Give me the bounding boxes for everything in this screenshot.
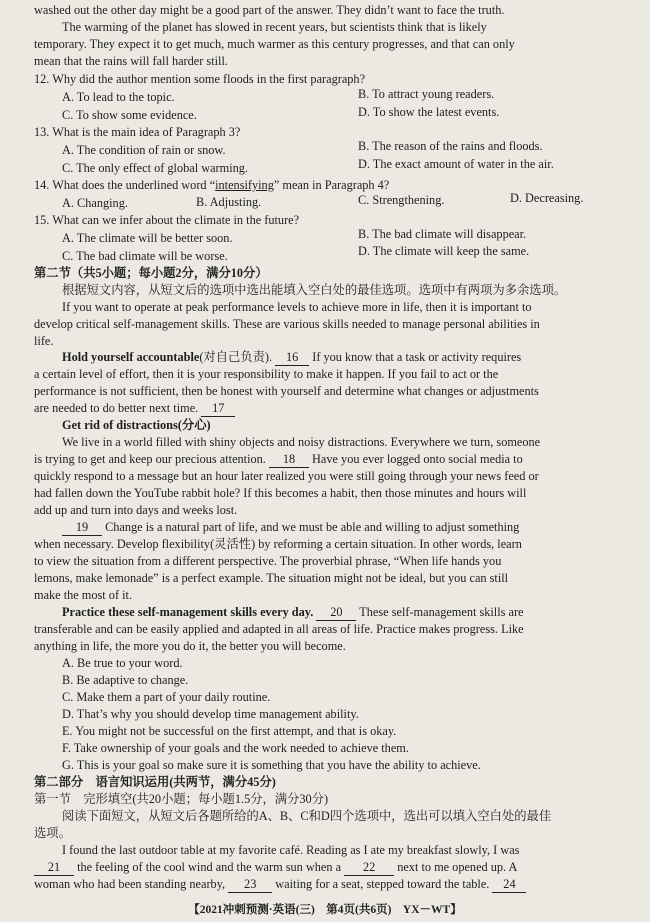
option-c: C. Strengthening. [358, 193, 445, 207]
text-line: If you want to operate at peak performance levels to achieve more in life, then it is important to [62, 300, 532, 314]
blank-18: 18 [269, 452, 309, 468]
option-c: C. To show some evidence. [62, 108, 197, 122]
blank-19: 19 [62, 520, 102, 536]
text-line: quickly respond to a message but an hour later realized you were still going through your news feed or [34, 469, 539, 483]
choice-option: D. That’s why you should develop time management ability. [62, 707, 359, 721]
text-line: had fallen down the YouTube rabbit hole? If this becomes a habit, then those minutes and hours will [34, 486, 527, 500]
section-heading: 第一节 完形填空(共20小题；每小题1.5分，满分30分) [34, 792, 329, 806]
option-b: B. Adjusting. [196, 195, 262, 209]
blank-22: 22 [344, 860, 394, 876]
section-instruction: 阅读下面短文，从短文后各题所给的A、B、C和D四个选项中，选出可以填入空白处的最佳 [62, 809, 552, 823]
choice-option: G. This is your goal so make sure it is something that you have the ability to achieve. [62, 758, 481, 772]
paragraph-line: Practice these self-management skills every day. 20 These self-management skills are [62, 605, 524, 619]
blank-23: 23 [228, 877, 272, 893]
blank-21: 21 [34, 860, 74, 876]
section-instruction: 根据短文内容，从短文后的选项中选出能填入空白处的最佳选项。选项中有两项为多余选项。 [62, 283, 567, 297]
text-line: add up and turn into days and weeks lost. [34, 503, 238, 517]
option-b: B. The bad climate will disappear. [358, 227, 527, 241]
option-d: D. To show the latest events. [358, 105, 500, 119]
text-line: develop critical self-management skills. These are various skills needed to manage personal abilities in [34, 317, 540, 331]
question-stem: 15. What can we infer about the climate in the future? [34, 213, 300, 227]
option-d: D. The exact amount of water in the air. [358, 157, 554, 171]
subheading: Get rid of distractions [62, 418, 178, 432]
blank-24: 24 [492, 877, 526, 893]
choice-option: A. Be true to your word. [62, 656, 183, 670]
text-line: life. [34, 334, 54, 348]
text-line: woman who had been standing nearby, 23 waiting for a seat, stepped toward the table. 24 [34, 877, 526, 893]
text-line: I found the last outdoor table at my favorite café. Reading as I ate my breakfast slowly, I was [62, 843, 520, 857]
paragraph-line: 19 Change is a natural part of life, and we must be able and willing to adjust something [62, 520, 519, 536]
text-line: mean that the rains will fall harder still. [34, 54, 228, 68]
paragraph-line: Hold yourself accountable(对自己负责). 16 If you know that a task or activity requires [62, 350, 522, 364]
text-line: to view the situation from a different perspective. The proverbial phrase, “When life hands you [34, 554, 502, 568]
text-line: a certain level of effort, then it is your responsibility to make it happen. If you fail to act or the [34, 367, 499, 381]
choice-option: F. Take ownership of your goals and the work needed to achieve them. [62, 741, 409, 755]
choice-option: C. Make them a part of your daily routine. [62, 690, 271, 704]
option-a: A. To lead to the topic. [62, 90, 175, 104]
choice-option: E. You might not be successful on the first attempt, and that is okay. [62, 724, 397, 738]
option-b: B. To attract young readers. [358, 87, 495, 101]
section-instruction: 选项。 [34, 826, 71, 840]
section-heading: 第二节（共5小题；每小题2分，满分10分） [34, 266, 268, 280]
question-stem: 14. What does the underlined word “intensifying” mean in Paragraph 4? [34, 178, 390, 192]
question-stem: 13. What is the main idea of Paragraph 3? [34, 125, 241, 139]
blank-17: 17 [201, 401, 235, 417]
text-line: We live in a world filled with shiny objects and noisy distractions. Everywhere we turn, someone [62, 435, 541, 449]
subheading: Practice these self-management skills every day. [62, 605, 314, 619]
option-a: A. Changing. [62, 196, 128, 210]
option-b: B. The reason of the rains and floods. [358, 139, 543, 153]
paragraph-line: Get rid of distractions(分心) [62, 418, 211, 432]
text-line: are needed to do better next time. 17 [34, 401, 235, 417]
subheading: Hold yourself accountable [62, 350, 200, 364]
underlined-word: intensifying [215, 178, 274, 192]
option-c: C. The only effect of global warming. [62, 161, 249, 175]
text-line: temporary. They expect it to get much, much warmer as this century progresses, and that can only [34, 37, 515, 51]
text-line: lemons, make lemonade” is a perfect example. The situation might not be ideal, but you can still [34, 571, 509, 585]
blank-16: 16 [275, 350, 309, 366]
text-line: is trying to get and keep our precious attention. 18 Have you ever logged onto social media to [34, 452, 523, 466]
text-line: The warming of the planet has slowed in recent years, but scientists think that is likely [62, 20, 487, 34]
blank-20: 20 [316, 605, 356, 621]
option-c: C. The bad climate will be worse. [62, 249, 228, 263]
text-line: 21 the feeling of the cool wind and the warm sun when a 22 next to me opened up. A [34, 860, 517, 876]
option-a: A. The condition of rain or snow. [62, 143, 226, 157]
part-heading: 第二部分 语言知识运用(共两节，满分45分) [34, 775, 276, 789]
page-footer: 【2021冲刺预测·英语(三) 第4页(共6页) YX－WT】 [188, 904, 462, 916]
text-line: when necessary. Develop flexibility(灵活性) by reforming a certain situation. In other words, learn [34, 537, 522, 551]
text-line: washed out the other day might be a good part of the answer. They didn’t want to face the truth. [34, 3, 505, 17]
option-a: A. The climate will be better soon. [62, 231, 233, 245]
option-d: D. Decreasing. [510, 191, 584, 205]
text-line: transferable and can be easily applied and adapted in all areas of life. Practice makes progress. Like [34, 622, 524, 636]
choice-option: B. Be adaptive to change. [62, 673, 189, 687]
text-line: anything in life, the more you do it, the better you will become. [34, 639, 346, 653]
question-stem: 12. Why did the author mention some floods in the first paragraph? [34, 72, 366, 86]
text-line: make the most of it. [34, 588, 133, 602]
option-d: D. The climate will keep the same. [358, 244, 530, 258]
text-line: performance is not sufficient, then be honest with yourself and determine what changes or adjustments [34, 384, 539, 398]
